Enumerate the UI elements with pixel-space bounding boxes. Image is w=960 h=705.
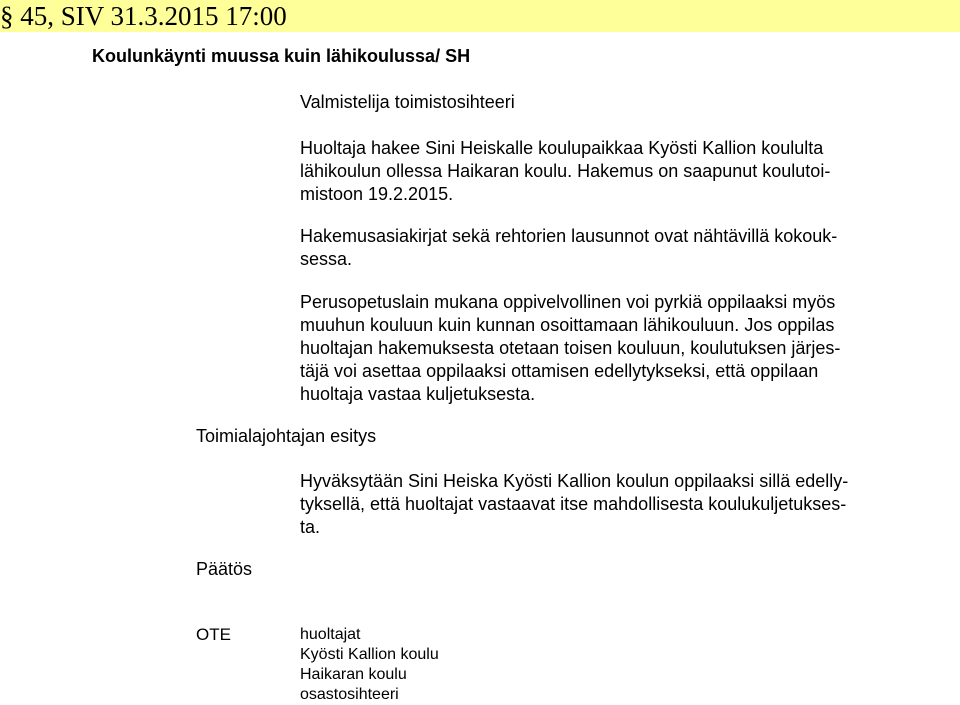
list-item: huoltajat xyxy=(300,626,361,643)
law-paragraph xyxy=(300,291,900,406)
paragraph-line: ta. xyxy=(300,517,321,537)
documents-paragraph xyxy=(300,225,900,271)
paragraph-line: Perusopetuslain mukana oppivelvollinen voi pyrkiä oppilaaksi myös xyxy=(300,292,836,312)
paragraph-line: tyksellä, että huoltajat vastaavat itse mahdollisesta koulukuljetukses- xyxy=(300,494,847,514)
proposal-label: Toimialajohtajan esitys xyxy=(196,426,377,446)
paragraph-line: mistoon 19.2.2015. xyxy=(300,184,454,204)
list-item: Haikaran koulu xyxy=(300,666,407,683)
distribution-list xyxy=(300,625,439,705)
list-item: Kyösti Kallion koulu xyxy=(300,646,439,663)
paragraph-line: muuhun kouluun kuin kunnan osoittamaan lähikouluun. Jos oppilas xyxy=(300,315,835,335)
paragraph-line: huoltaja vastaa kuljetuksesta. xyxy=(300,384,536,404)
paragraph-line: Huoltaja hakee Sini Heiskalle koulupaikkaa Kyösti Kallion koululta xyxy=(300,138,824,158)
page-title: Koulunkäynti muussa kuin lähikoulussa/ SH xyxy=(92,46,471,66)
list-item: osastosihteeri xyxy=(300,686,399,703)
paragraph-line: täjä voi asettaa oppilaaksi ottamisen edellytykseksi, että oppilaan xyxy=(300,361,819,381)
preparer-text: Valmistelija toimistosihteeri xyxy=(300,92,515,112)
paragraph-line: Hyväksytään Sini Heiska Kyösti Kallion koulun oppilaaksi sillä edelly- xyxy=(300,471,849,491)
paragraph-line: sessa. xyxy=(300,249,353,269)
proposal-paragraph xyxy=(300,470,900,539)
paragraph-line: huoltajan hakemuksesta otetaan toisen kouluun, koulutuksen järjes- xyxy=(300,338,841,358)
decision-label: Päätös xyxy=(196,559,253,579)
section-heading: § 45, SIV 31.3.2015 17:00 xyxy=(0,1,287,31)
application-paragraph xyxy=(300,137,900,206)
paragraph-line: Hakemusasiakirjat sekä rehtorien lausunnot ovat nähtävillä kokouk- xyxy=(300,226,838,246)
preparer-line xyxy=(300,91,900,114)
excerpt-label: OTE xyxy=(196,625,231,644)
paragraph-line: lähikoulun ollessa Haikaran koulu. Hakemus on saapunut koulutoi- xyxy=(300,161,831,181)
